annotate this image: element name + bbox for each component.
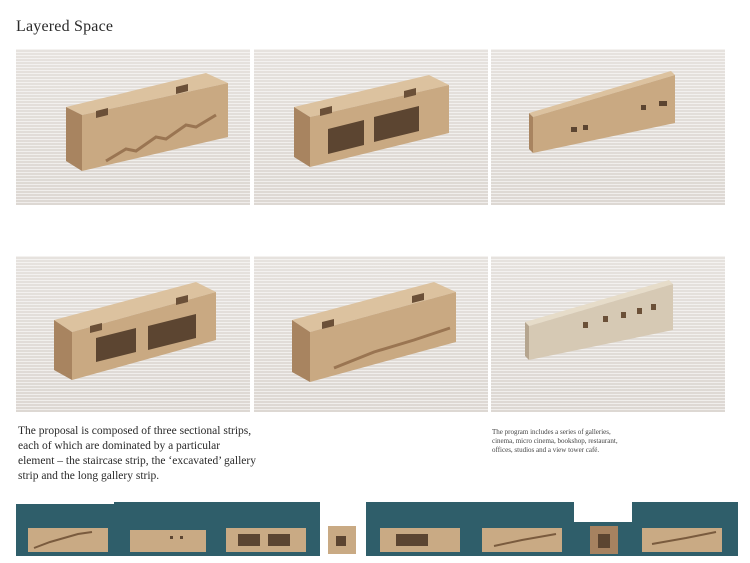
model-photo-combined-stair <box>254 256 488 412</box>
program-note: The program includes a series of galleries, cinema, micro cinema, bookshop, restaurant, offices, studios and a view tower café. <box>492 428 618 454</box>
model-photo-combined-front <box>16 256 250 412</box>
sectional-elevation-strip <box>16 498 738 556</box>
proposal-description: The proposal is composed of three sectional strips, each of which are dominated by a particular element – the staircase strip, the ‘excavated’ gallery strip and the long gallery strip. <box>18 425 256 482</box>
page-title: Layered Space <box>16 18 114 35</box>
model-photo-long-gallery-back <box>491 256 725 412</box>
model-photo-staircase-strip <box>16 49 250 205</box>
model-photo-excavated-gallery-strip <box>254 49 488 205</box>
model-photo-long-gallery-strip <box>491 49 725 205</box>
